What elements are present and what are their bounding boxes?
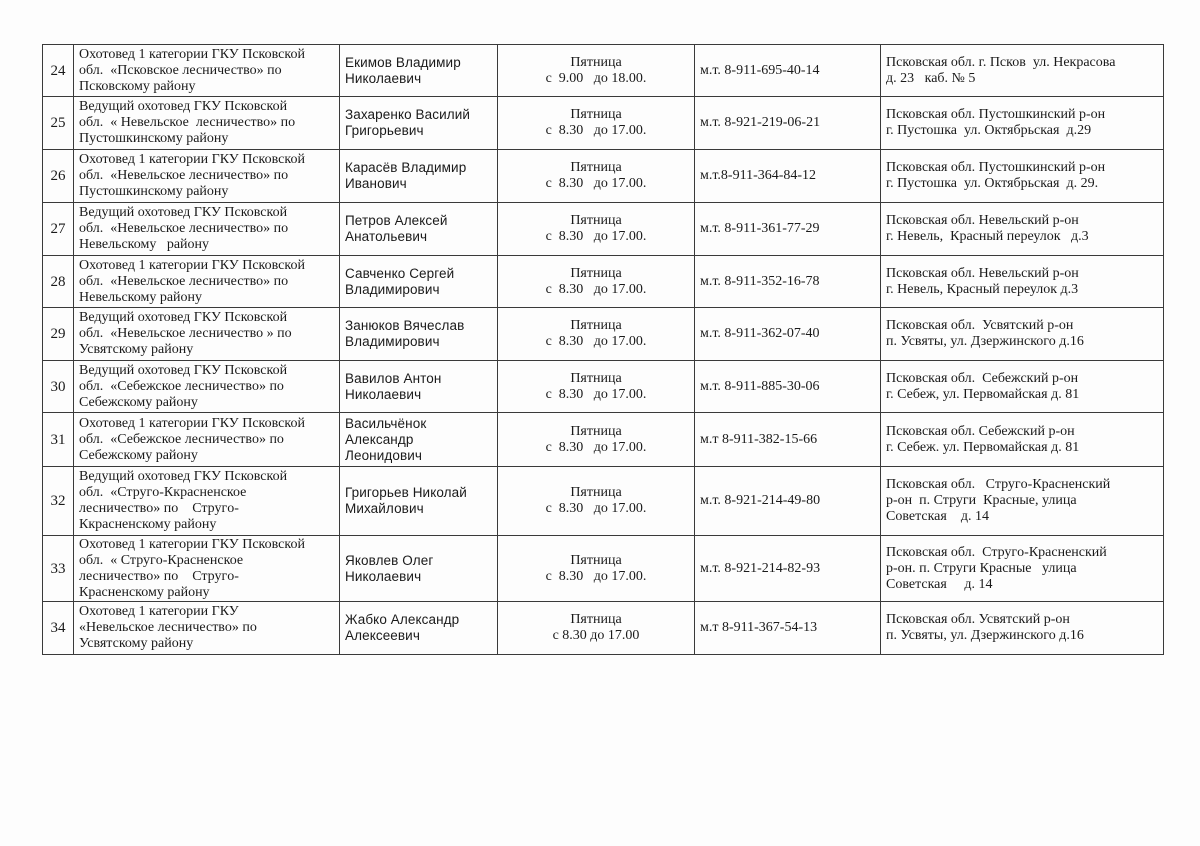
schedule-text-line: Пятница xyxy=(570,54,622,70)
name-text-line: Александр xyxy=(345,431,414,447)
address-text-line: Псковская обл. Усвятский р-он xyxy=(886,318,1074,333)
row-number-cell xyxy=(43,602,74,655)
address-text-line: Советская д. 14 xyxy=(886,509,989,524)
row-number: 27 xyxy=(50,221,66,237)
phone-number: м.т. 8-911-352-16-78 xyxy=(700,273,820,289)
position-text-line: Красненскому району xyxy=(79,584,210,600)
position-cell xyxy=(74,361,340,413)
position-text-line: Ведущий охотовед ГКУ Псковской xyxy=(79,362,288,378)
address-text-line: р-он. п. Струги Красные улица xyxy=(886,560,1077,576)
position-cell xyxy=(74,203,340,256)
name-text-line: Екимов Владимир xyxy=(345,54,461,70)
row-number: 25 xyxy=(50,115,66,131)
row-number-cell xyxy=(43,45,74,97)
address-text-line: Псковская обл. Стругo-Красненский xyxy=(886,544,1107,560)
position-text-line: лесничество» по Стругo- xyxy=(79,501,239,516)
position-cell xyxy=(74,413,340,467)
schedule-text-line: Пятница xyxy=(570,423,622,439)
row-number-cell xyxy=(43,467,74,536)
row-number-cell xyxy=(43,413,74,467)
position-text-line: Себежскому району xyxy=(79,447,198,463)
name-text-line: Николаевич xyxy=(345,568,422,584)
name-cell xyxy=(340,361,498,413)
table-row xyxy=(43,413,1164,467)
position-text-line: обл. « Невельское лесничество» по xyxy=(79,115,296,130)
table-row xyxy=(43,361,1164,413)
name-text-line: Григорьевич xyxy=(345,123,424,138)
position-text-line: Невельскому району xyxy=(79,237,210,252)
position-cell xyxy=(74,150,340,203)
row-number-cell xyxy=(43,308,74,361)
position-text-line: Усвятскому району xyxy=(79,342,194,357)
row-number: 26 xyxy=(50,168,66,184)
position-text-line: лесничество» по Стругo- xyxy=(79,568,239,584)
schedule-cell xyxy=(498,203,695,256)
schedule-text-line: Пятница xyxy=(570,485,622,500)
phone-cell xyxy=(695,97,881,150)
phone-number: м.т 8-911-382-15-66 xyxy=(700,431,818,447)
name-text-line: Владимирович xyxy=(345,334,440,349)
position-text-line: обл. «Невельское лесничество» по xyxy=(79,273,289,289)
phone-number: м.т. 8-911-361-77-29 xyxy=(700,221,820,236)
position-text-line: Охотовед 1 категории ГКУ Псковской xyxy=(79,536,305,552)
schedule-text-line: с 8.30 до 17.00. xyxy=(545,334,647,349)
row-number-cell xyxy=(43,361,74,413)
name-cell xyxy=(340,45,498,97)
address-text-line: Псковская обл. Пустошкинский р-он xyxy=(886,160,1106,175)
table-row xyxy=(43,97,1164,150)
address-text-line: г. Себеж. ул. Первомайская д. 81 xyxy=(886,439,1080,455)
position-text-line: Пустошкинскому району xyxy=(79,131,229,146)
address-text-line: Псковская обл. Пустошкинский р-он xyxy=(886,107,1106,122)
address-cell xyxy=(881,256,1164,308)
schedule-cell xyxy=(498,602,695,655)
schedule-text-line: с 8.30 до 17.00. xyxy=(545,501,647,516)
schedule-text-line: с 9.00 до 18.00. xyxy=(545,70,647,86)
position-text-line: обл. «Себежское лесничество» по xyxy=(79,378,284,394)
schedule-text-line: с 8.30 до 17.00. xyxy=(545,176,647,191)
schedule-cell xyxy=(498,413,695,467)
position-text-line: Охотовед 1 категории ГКУ Псковской xyxy=(79,415,305,431)
table-row xyxy=(43,536,1164,602)
phone-cell xyxy=(695,150,881,203)
phone-cell xyxy=(695,45,881,97)
table-row xyxy=(43,203,1164,256)
name-text-line: Владимирович xyxy=(345,281,440,297)
name-text-line: Савченко Сергей xyxy=(345,265,455,281)
position-text-line: Охотовед 1 категории ГКУ Псковской xyxy=(79,257,305,273)
position-text-line: обл. «Невельское лесничество » по xyxy=(79,326,292,341)
table-row xyxy=(43,150,1164,203)
address-cell xyxy=(881,308,1164,361)
name-cell xyxy=(340,536,498,602)
table-body xyxy=(43,45,1164,655)
row-number-cell xyxy=(43,203,74,256)
row-number: 32 xyxy=(50,493,66,509)
name-text-line: Анатольевич xyxy=(345,229,428,244)
table-row xyxy=(43,45,1164,97)
address-text-line: Псковская обл. Усвятский р-он xyxy=(886,612,1070,627)
address-text-line: д. 23 каб. № 5 xyxy=(886,70,976,86)
schedule-text-line: Пятница xyxy=(570,265,622,281)
position-text-line: Псковскому району xyxy=(79,78,196,94)
name-text-line: Яковлев Олег xyxy=(345,552,434,568)
position-text-line: Охотовед 1 категории ГКУ xyxy=(79,604,239,619)
schedule-text-line: Пятница xyxy=(570,552,622,568)
name-text-line: Карасёв Владимир xyxy=(345,160,467,175)
address-cell xyxy=(881,203,1164,256)
position-cell xyxy=(74,308,340,361)
phone-cell xyxy=(695,467,881,536)
address-text-line: Псковская обл. Себежский р-он xyxy=(886,423,1075,439)
name-text-line: Захаренко Василий xyxy=(345,107,471,122)
schedule-text-line: с 8.30 до 17.00. xyxy=(545,386,647,402)
name-text-line: Петров Алексей xyxy=(345,213,448,228)
phone-number: м.т. 8-911-362-07-40 xyxy=(700,326,820,341)
schedule-text-line: с 8.30 до 17.00. xyxy=(545,229,647,244)
position-text-line: Усвятскому району xyxy=(79,636,194,651)
row-number: 33 xyxy=(50,560,66,577)
address-cell xyxy=(881,45,1164,97)
address-text-line: г. Пустошка ул. Октябрьская д. 29. xyxy=(886,176,1099,191)
schedule-text-line: с 8.30 до 17.00. xyxy=(545,439,647,455)
schedule-cell xyxy=(498,256,695,308)
name-text-line: Николаевич xyxy=(345,386,422,402)
table-row xyxy=(43,256,1164,308)
row-number: 31 xyxy=(50,431,66,448)
address-text-line: п. Усвяты, ул. Дзержинского д.16 xyxy=(886,334,1084,349)
position-text-line: Пустошкинскому району xyxy=(79,184,229,199)
name-cell xyxy=(340,256,498,308)
address-cell xyxy=(881,150,1164,203)
name-text-line: Леонидович xyxy=(345,447,423,463)
address-text-line: Псковская обл. Невельский р-он xyxy=(886,213,1079,228)
position-text-line: Охотовед 1 категории ГКУ Псковской xyxy=(79,152,305,167)
address-cell xyxy=(881,413,1164,467)
schedule-cell xyxy=(498,361,695,413)
row-number-cell xyxy=(43,256,74,308)
phone-number: м.т.8-911-364-84-12 xyxy=(700,168,817,183)
table-row xyxy=(43,467,1164,536)
row-number: 30 xyxy=(50,378,66,395)
schedule-text-line: с 8.30 до 17.00. xyxy=(545,281,647,297)
phone-number: м.т. 8-911-695-40-14 xyxy=(700,62,820,78)
row-number-cell xyxy=(43,536,74,602)
address-cell xyxy=(881,536,1164,602)
position-cell xyxy=(74,536,340,602)
phone-cell xyxy=(695,256,881,308)
name-cell xyxy=(340,203,498,256)
name-cell xyxy=(340,308,498,361)
schedule-cell xyxy=(498,308,695,361)
address-text-line: Псковская обл. Невельский р-он xyxy=(886,265,1079,281)
position-text-line: обл. «Себежское лесничество» по xyxy=(79,431,284,447)
hunting-inspectors-table xyxy=(42,44,1164,655)
position-text-line: Невельскому району xyxy=(79,289,203,305)
position-text-line: обл. «Псковское лесничество» по xyxy=(79,62,282,78)
phone-cell xyxy=(695,361,881,413)
schedule-text-line: Пятница xyxy=(570,107,622,122)
name-cell xyxy=(340,150,498,203)
schedule-text-line: Пятница xyxy=(570,213,622,228)
name-text-line: Алексеевич xyxy=(345,628,420,643)
position-cell xyxy=(74,467,340,536)
name-text-line: Жабко Александр xyxy=(345,612,460,627)
schedule-text-line: Пятница xyxy=(570,612,622,627)
address-text-line: р-он п. Струги Красные, улица xyxy=(886,493,1077,508)
position-text-line: «Невельское лесничество» по xyxy=(79,620,257,635)
name-cell xyxy=(340,413,498,467)
name-text-line: Васильчёнок xyxy=(345,415,427,431)
row-number: 29 xyxy=(50,326,66,342)
position-text-line: обл. « Стругo-Красненское xyxy=(79,552,244,568)
schedule-cell xyxy=(498,467,695,536)
position-text-line: Ведущий охотовед ГКУ Псковской xyxy=(79,205,288,220)
position-text-line: обл. «Невельское лесничество» по xyxy=(79,221,289,236)
phone-cell xyxy=(695,308,881,361)
address-text-line: Псковская обл. Стругo-Красненский xyxy=(886,477,1111,492)
position-text-line: Ведущий охотовед ГКУ Псковской xyxy=(79,469,288,484)
address-text-line: г. Невель, Красный переулок д.3 xyxy=(886,281,1079,297)
address-text-line: п. Усвяты, ул. Дзержинского д.16 xyxy=(886,628,1084,643)
position-text-line: Ведущий охотовед ГКУ Псковской xyxy=(79,99,288,114)
address-text-line: Псковская обл. Себежский р-он xyxy=(886,370,1079,386)
row-number: 24 xyxy=(50,62,66,79)
name-text-line: Николаевич xyxy=(345,70,422,86)
phone-number: м.т. 8-921-219-06-21 xyxy=(700,115,821,130)
schedule-cell xyxy=(498,536,695,602)
name-text-line: Григорьев Николай xyxy=(345,485,467,500)
schedule-text-line: с 8.30 до 17.00 xyxy=(552,628,640,643)
address-text-line: г. Себеж, ул. Первомайская д. 81 xyxy=(886,386,1080,402)
name-cell xyxy=(340,97,498,150)
name-text-line: Иванович xyxy=(345,176,407,191)
schedule-text-line: с 8.30 до 17.00. xyxy=(545,123,647,138)
address-text-line: Псковская обл. г. Псков ул. Некрасова xyxy=(886,54,1116,70)
address-cell xyxy=(881,467,1164,536)
phone-number: м.т. 8-921-214-49-80 xyxy=(700,493,821,508)
address-text-line: г. Невель, Красный переулок д.3 xyxy=(886,229,1089,244)
position-cell xyxy=(74,602,340,655)
schedule-text-line: Пятница xyxy=(570,318,622,333)
table-row xyxy=(43,308,1164,361)
address-cell xyxy=(881,97,1164,150)
address-text-line: г. Пустошка ул. Октябрьская д.29 xyxy=(886,123,1092,138)
position-text-line: Себежскому району xyxy=(79,394,198,410)
phone-cell xyxy=(695,536,881,602)
phone-cell xyxy=(695,413,881,467)
position-cell xyxy=(74,97,340,150)
phone-cell xyxy=(695,203,881,256)
name-text-line: Вавилов Антон xyxy=(345,370,442,386)
address-text-line: Советская д. 14 xyxy=(886,576,993,592)
row-number: 28 xyxy=(50,273,66,290)
schedule-cell xyxy=(498,150,695,203)
phone-number: м.т. 8-911-885-30-06 xyxy=(700,378,820,394)
position-text-line: обл. «Невельское лесничество» по xyxy=(79,168,289,183)
position-text-line: Ведущий охотовед ГКУ Псковской xyxy=(79,310,288,325)
position-cell xyxy=(74,45,340,97)
position-cell xyxy=(74,256,340,308)
address-cell xyxy=(881,361,1164,413)
phone-number: м.т 8-911-367-54-13 xyxy=(700,620,818,635)
phone-number: м.т. 8-921-214-82-93 xyxy=(700,560,821,576)
position-text-line: Охотовед 1 категории ГКУ Псковской xyxy=(79,46,305,62)
table-row xyxy=(43,602,1164,655)
address-cell xyxy=(881,602,1164,655)
schedule-text-line: Пятница xyxy=(570,370,622,386)
name-cell xyxy=(340,467,498,536)
position-text-line: Ккрасненскому району xyxy=(79,517,217,532)
row-number: 34 xyxy=(50,620,66,636)
position-text-line: обл. «Стругo-Ккрасненское xyxy=(79,485,247,500)
phone-cell xyxy=(695,602,881,655)
row-number-cell xyxy=(43,97,74,150)
name-cell xyxy=(340,602,498,655)
schedule-cell xyxy=(498,97,695,150)
schedule-cell xyxy=(498,45,695,97)
schedule-text-line: Пятница xyxy=(570,160,622,175)
schedule-text-line: с 8.30 до 17.00. xyxy=(545,568,647,584)
name-text-line: Михайлович xyxy=(345,501,424,516)
row-number-cell xyxy=(43,150,74,203)
name-text-line: Занюков Вячеслав xyxy=(345,318,465,333)
